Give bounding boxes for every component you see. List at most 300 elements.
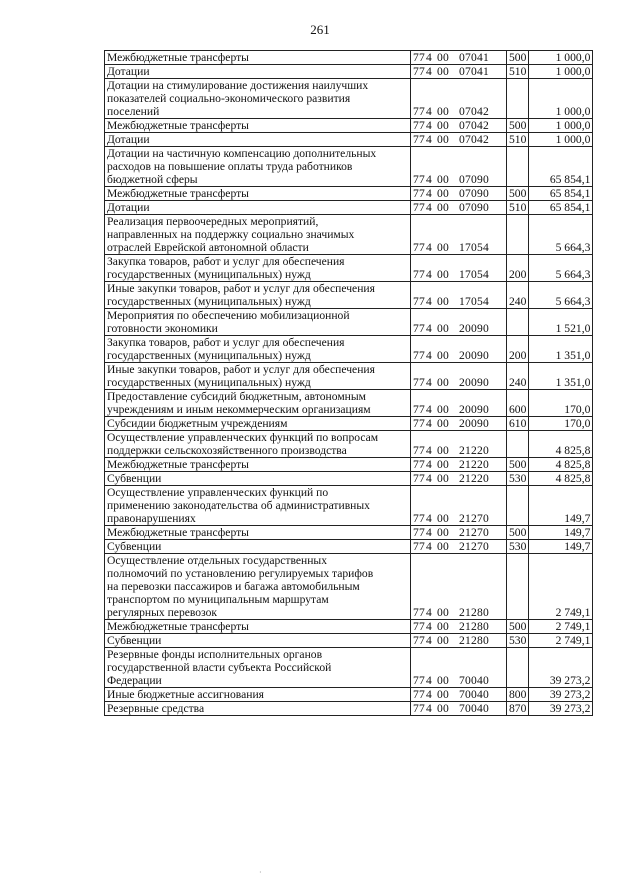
expense-name-cell	[105, 51, 411, 65]
table-row	[105, 133, 593, 147]
target-article-code-cell	[411, 634, 507, 648]
table-row	[105, 282, 593, 309]
expense-name-line: Федерации	[107, 674, 162, 687]
expense-name-line: Межбюджетные трансферты	[107, 187, 249, 200]
table-row	[105, 363, 593, 390]
expense-name-line: регулярных перевозок	[107, 606, 218, 619]
code-part: 4	[426, 674, 432, 687]
table-row	[105, 540, 593, 554]
code-part: 4	[426, 201, 432, 214]
code-part: 77	[413, 268, 425, 281]
code-part: 77	[413, 295, 425, 308]
table-row	[105, 431, 593, 458]
expense-type-code-cell: 530	[507, 472, 529, 486]
code-part: 21280	[459, 606, 489, 619]
code-part: 20090	[459, 403, 489, 416]
expense-type-code-cell: 240	[507, 363, 529, 390]
expense-name-line: Субвенции	[107, 540, 162, 553]
code-part: 20090	[459, 417, 489, 430]
code-part: 77	[413, 444, 425, 457]
scan-mark: ·	[259, 868, 262, 877]
table-row	[105, 255, 593, 282]
target-article-code-cell	[411, 620, 507, 634]
code-part: 77	[413, 417, 425, 430]
expense-type-code-cell	[507, 431, 529, 458]
expense-type-code-cell: 500	[507, 458, 529, 472]
expense-type-code-cell: 870	[507, 702, 529, 716]
amount-cell: 4 825,8	[529, 458, 593, 472]
amount-cell: 2 749,1	[529, 620, 593, 634]
code-part: 21280	[459, 620, 489, 633]
code-part: 4	[426, 526, 432, 539]
target-article-code-cell	[411, 282, 507, 309]
code-part: 77	[413, 51, 425, 64]
expense-name-cell	[105, 486, 411, 526]
table-row	[105, 215, 593, 255]
target-article-code-cell	[411, 133, 507, 147]
code-part: 4	[426, 606, 432, 619]
table-row	[105, 620, 593, 634]
expense-name-line: Иные бюджетные ассигнования	[107, 688, 264, 701]
table-row	[105, 702, 593, 716]
target-article-code-cell	[411, 201, 507, 215]
code-part: 4	[426, 105, 432, 118]
amount-cell: 39 273,2	[529, 702, 593, 716]
expense-name-line: транспортом по муниципальным маршрутам	[107, 593, 329, 606]
amount-cell: 39 273,2	[529, 648, 593, 688]
target-article-code-cell	[411, 65, 507, 79]
expense-type-code-cell: 500	[507, 620, 529, 634]
expense-type-code-cell: 500	[507, 187, 529, 201]
expense-name-line: Межбюджетные трансферты	[107, 526, 249, 539]
code-part: 00	[437, 702, 449, 715]
code-part: 17054	[459, 241, 489, 254]
target-article-code-cell	[411, 363, 507, 390]
expense-name-cell	[105, 133, 411, 147]
amount-cell: 149,7	[529, 526, 593, 540]
code-part: 4	[426, 268, 432, 281]
code-part: 17054	[459, 295, 489, 308]
expense-name-cell	[105, 417, 411, 431]
expense-name-line: Дотации на стимулирование достижения наилучших	[107, 79, 369, 92]
expense-name-line: Закупка товаров, работ и услуг для обеспечения	[107, 255, 345, 268]
code-part: 4	[426, 376, 432, 389]
code-part: 77	[413, 540, 425, 553]
code-part: 4	[426, 444, 432, 457]
budget-table-body	[105, 51, 593, 716]
code-part: 21220	[459, 472, 489, 485]
page-number: 261	[310, 22, 330, 37]
amount-cell: 39 273,2	[529, 688, 593, 702]
code-part: 17054	[459, 268, 489, 281]
table-row	[105, 201, 593, 215]
expense-name-line: Межбюджетные трансферты	[107, 620, 249, 633]
expense-name-line: Мероприятия по обеспечению мобилизационной	[107, 309, 350, 322]
expense-name-cell	[105, 187, 411, 201]
expense-name-cell	[105, 309, 411, 336]
target-article-code-cell	[411, 458, 507, 472]
amount-cell: 170,0	[529, 390, 593, 417]
table-row	[105, 79, 593, 119]
code-part: 77	[413, 526, 425, 539]
expense-name-line: бюджетной сферы	[107, 173, 198, 186]
code-part: 00	[437, 606, 449, 619]
amount-cell: 2 749,1	[529, 554, 593, 620]
expense-name-line: правонарушениях	[107, 512, 196, 525]
code-part: 77	[413, 688, 425, 701]
code-part: 4	[426, 472, 432, 485]
code-part: 00	[437, 322, 449, 335]
code-part: 70040	[459, 702, 489, 715]
expense-name-line: поселений	[107, 105, 160, 118]
code-part: 77	[413, 606, 425, 619]
amount-cell: 149,7	[529, 486, 593, 526]
table-row	[105, 648, 593, 688]
target-article-code-cell	[411, 431, 507, 458]
table-row	[105, 688, 593, 702]
code-part: 00	[437, 403, 449, 416]
code-part: 21270	[459, 512, 489, 525]
expense-type-code-cell	[507, 215, 529, 255]
code-part: 00	[437, 65, 449, 78]
code-part: 00	[437, 526, 449, 539]
amount-cell: 1 000,0	[529, 119, 593, 133]
code-part: 00	[437, 620, 449, 633]
code-part: 00	[437, 472, 449, 485]
target-article-code-cell	[411, 147, 507, 187]
expense-name-cell	[105, 147, 411, 187]
expense-name-cell	[105, 554, 411, 620]
code-part: 00	[437, 187, 449, 200]
code-part: 00	[437, 201, 449, 214]
table-row	[105, 554, 593, 620]
expense-name-line: Дотации	[107, 133, 150, 146]
code-part: 07042	[459, 105, 489, 118]
expense-name-line: отраслей Еврейской автономной области	[107, 241, 309, 254]
expense-name-cell	[105, 431, 411, 458]
target-article-code-cell	[411, 702, 507, 716]
target-article-code-cell	[411, 336, 507, 363]
code-part: 77	[413, 65, 425, 78]
amount-cell: 65 854,1	[529, 147, 593, 187]
expense-name-cell	[105, 390, 411, 417]
code-part: 00	[437, 634, 449, 647]
expense-name-line: государственных (муниципальных) нужд	[107, 376, 311, 389]
amount-cell: 1 521,0	[529, 309, 593, 336]
table-row	[105, 147, 593, 187]
expense-name-line: Дотации	[107, 201, 150, 214]
amount-cell: 4 825,8	[529, 431, 593, 458]
expense-name-cell	[105, 540, 411, 554]
code-part: 07090	[459, 187, 489, 200]
table-row	[105, 65, 593, 79]
target-article-code-cell	[411, 526, 507, 540]
amount-cell: 1 351,0	[529, 363, 593, 390]
expense-name-cell	[105, 65, 411, 79]
expense-type-code-cell	[507, 648, 529, 688]
code-part: 70040	[459, 674, 489, 687]
expense-name-line: Дотации	[107, 65, 150, 78]
expense-name-cell	[105, 336, 411, 363]
code-part: 70040	[459, 688, 489, 701]
table-row	[105, 336, 593, 363]
code-part: 21280	[459, 634, 489, 647]
code-part: 21270	[459, 526, 489, 539]
code-part: 07041	[459, 51, 489, 64]
code-part: 4	[426, 322, 432, 335]
code-part: 77	[413, 512, 425, 525]
code-part: 00	[437, 376, 449, 389]
table-row	[105, 187, 593, 201]
code-part: 4	[426, 65, 432, 78]
code-part: 77	[413, 674, 425, 687]
code-part: 21220	[459, 458, 489, 471]
expense-type-code-cell: 500	[507, 119, 529, 133]
expense-name-line: государственных (муниципальных) нужд	[107, 268, 311, 281]
code-part: 00	[437, 295, 449, 308]
amount-cell: 65 854,1	[529, 201, 593, 215]
code-part: 00	[437, 119, 449, 132]
code-part: 4	[426, 241, 432, 254]
code-part: 4	[426, 119, 432, 132]
expense-type-code-cell: 200	[507, 255, 529, 282]
target-article-code-cell	[411, 187, 507, 201]
code-part: 00	[437, 674, 449, 687]
target-article-code-cell	[411, 648, 507, 688]
code-part: 07042	[459, 133, 489, 146]
expense-name-line: учреждениям и иным некоммерческим организациям	[107, 403, 371, 416]
table-row	[105, 390, 593, 417]
code-part: 77	[413, 187, 425, 200]
target-article-code-cell	[411, 309, 507, 336]
expense-type-code-cell: 600	[507, 390, 529, 417]
target-article-code-cell	[411, 390, 507, 417]
code-part: 00	[437, 512, 449, 525]
code-part: 07090	[459, 173, 489, 186]
expense-name-line: готовности экономики	[107, 322, 218, 335]
expense-name-cell	[105, 620, 411, 634]
expense-name-line: Субвенции	[107, 472, 162, 485]
expense-name-line: государственных (муниципальных) нужд	[107, 349, 311, 362]
amount-cell: 5 664,3	[529, 282, 593, 309]
table-row	[105, 309, 593, 336]
expense-type-code-cell	[507, 147, 529, 187]
table-row	[105, 119, 593, 133]
expense-type-code-cell: 610	[507, 417, 529, 431]
code-part: 20090	[459, 322, 489, 335]
code-part: 00	[437, 105, 449, 118]
code-part: 77	[413, 458, 425, 471]
amount-cell: 1 351,0	[529, 336, 593, 363]
expense-name-line: Осуществление управленческих функций по	[107, 486, 329, 499]
expense-name-line: Дотации на частичную компенсацию дополнительных	[107, 147, 377, 160]
expense-name-line: Межбюджетные трансферты	[107, 119, 249, 132]
target-article-code-cell	[411, 540, 507, 554]
expense-name-line: Межбюджетные трансферты	[107, 458, 249, 471]
expense-name-cell	[105, 634, 411, 648]
code-part: 77	[413, 201, 425, 214]
expense-type-code-cell: 800	[507, 688, 529, 702]
amount-cell: 5 664,3	[529, 215, 593, 255]
expense-name-line: Закупка товаров, работ и услуг для обеспечения	[107, 336, 345, 349]
expense-name-cell	[105, 201, 411, 215]
code-part: 4	[426, 403, 432, 416]
target-article-code-cell	[411, 472, 507, 486]
expense-name-line: показателей социально-экономического развития	[107, 92, 351, 105]
expense-name-line: государственных (муниципальных) нужд	[107, 295, 311, 308]
target-article-code-cell	[411, 51, 507, 65]
amount-cell: 149,7	[529, 540, 593, 554]
table-row	[105, 417, 593, 431]
expense-name-line: на перевозки пассажиров и багажа автомобильным	[107, 580, 360, 593]
expense-type-code-cell: 200	[507, 336, 529, 363]
code-part: 00	[437, 417, 449, 430]
code-part: 21220	[459, 444, 489, 457]
expense-name-line: направленных на поддержку социально значимых	[107, 228, 355, 241]
expense-name-cell	[105, 526, 411, 540]
code-part: 77	[413, 119, 425, 132]
code-part: 00	[437, 458, 449, 471]
code-part: 4	[426, 51, 432, 64]
target-article-code-cell	[411, 417, 507, 431]
table-row	[105, 634, 593, 648]
code-part: 77	[413, 702, 425, 715]
code-part: 4	[426, 349, 432, 362]
expense-name-line: полномочий по установлению регулируемых тарифов	[107, 567, 374, 580]
code-part: 4	[426, 620, 432, 633]
code-part: 4	[426, 173, 432, 186]
code-part: 77	[413, 634, 425, 647]
expense-type-code-cell	[507, 79, 529, 119]
code-part: 77	[413, 376, 425, 389]
code-part: 4	[426, 702, 432, 715]
code-part: 00	[437, 51, 449, 64]
code-part: 00	[437, 540, 449, 553]
expense-name-line: Иные закупки товаров, работ и услуг для обеспечения	[107, 363, 375, 376]
expense-name-line: Резервные фонды исполнительных органов	[107, 648, 323, 661]
code-part: 4	[426, 417, 432, 430]
amount-cell: 4 825,8	[529, 472, 593, 486]
expense-type-code-cell: 510	[507, 201, 529, 215]
expense-name-cell	[105, 648, 411, 688]
code-part: 4	[426, 512, 432, 525]
expense-name-line: Иные закупки товаров, работ и услуг для обеспечения	[107, 282, 375, 295]
expense-name-cell	[105, 119, 411, 133]
amount-cell: 1 000,0	[529, 133, 593, 147]
table-row	[105, 472, 593, 486]
code-part: 77	[413, 349, 425, 362]
expense-name-line: Осуществление управленческих функций по вопросам	[107, 431, 379, 444]
target-article-code-cell	[411, 554, 507, 620]
table-row	[105, 526, 593, 540]
expense-name-line: применению законодательства об административных	[107, 499, 370, 512]
expense-name-cell	[105, 215, 411, 255]
code-part: 77	[413, 105, 425, 118]
expense-name-cell	[105, 79, 411, 119]
code-part: 20090	[459, 376, 489, 389]
code-part: 77	[413, 620, 425, 633]
code-part: 4	[426, 540, 432, 553]
expense-type-code-cell: 510	[507, 133, 529, 147]
code-part: 4	[426, 634, 432, 647]
expense-type-code-cell: 530	[507, 634, 529, 648]
code-part: 77	[413, 472, 425, 485]
expense-type-code-cell	[507, 554, 529, 620]
code-part: 00	[437, 268, 449, 281]
expense-name-cell	[105, 363, 411, 390]
expense-name-line: Реализация первоочередных мероприятий,	[107, 215, 319, 228]
expense-name-cell	[105, 702, 411, 716]
target-article-code-cell	[411, 79, 507, 119]
code-part: 4	[426, 688, 432, 701]
code-part: 07042	[459, 119, 489, 132]
code-part: 00	[437, 688, 449, 701]
amount-cell: 2 749,1	[529, 634, 593, 648]
expense-type-code-cell: 500	[507, 51, 529, 65]
code-part: 07090	[459, 201, 489, 214]
code-part: 77	[413, 322, 425, 335]
code-part: 00	[437, 349, 449, 362]
target-article-code-cell	[411, 486, 507, 526]
code-part: 77	[413, 241, 425, 254]
expense-name-cell	[105, 255, 411, 282]
expense-name-cell	[105, 688, 411, 702]
expense-name-line: Предоставление субсидий бюджетным, автономным	[107, 390, 367, 403]
code-part: 00	[437, 133, 449, 146]
table-row	[105, 458, 593, 472]
expense-type-code-cell: 500	[507, 526, 529, 540]
expense-name-line: государственной власти субъекта Российской	[107, 661, 332, 674]
table-row	[105, 51, 593, 65]
amount-cell: 1 000,0	[529, 51, 593, 65]
expense-name-cell	[105, 458, 411, 472]
table-row	[105, 486, 593, 526]
code-part: 4	[426, 458, 432, 471]
code-part: 00	[437, 173, 449, 186]
target-article-code-cell	[411, 688, 507, 702]
amount-cell: 1 000,0	[529, 79, 593, 119]
expense-name-line: Субсидии бюджетным учреждениям	[107, 417, 288, 430]
expense-name-line: Субвенции	[107, 634, 162, 647]
amount-cell: 170,0	[529, 417, 593, 431]
expense-name-line: Резервные средства	[107, 702, 205, 715]
code-part: 20090	[459, 349, 489, 362]
amount-cell: 1 000,0	[529, 65, 593, 79]
target-article-code-cell	[411, 255, 507, 282]
target-article-code-cell	[411, 119, 507, 133]
expense-name-line: Межбюджетные трансферты	[107, 51, 249, 64]
amount-cell: 65 854,1	[529, 187, 593, 201]
expense-type-code-cell	[507, 486, 529, 526]
expense-type-code-cell: 240	[507, 282, 529, 309]
expense-type-code-cell: 510	[507, 65, 529, 79]
code-part: 77	[413, 403, 425, 416]
code-part: 07041	[459, 65, 489, 78]
expense-name-cell	[105, 472, 411, 486]
amount-cell: 5 664,3	[529, 255, 593, 282]
expense-type-code-cell: 530	[507, 540, 529, 554]
code-part: 77	[413, 133, 425, 146]
code-part: 77	[413, 173, 425, 186]
target-article-code-cell	[411, 215, 507, 255]
code-part: 00	[437, 241, 449, 254]
expense-type-code-cell	[507, 309, 529, 336]
code-part: 21270	[459, 540, 489, 553]
expense-name-line: поддержки сельскохозяйственного производства	[107, 444, 347, 457]
code-part: 4	[426, 187, 432, 200]
expense-name-line: Осуществление отдельных государственных	[107, 554, 328, 567]
expense-name-line: расходов на повышение оплаты труда работников	[107, 160, 353, 173]
